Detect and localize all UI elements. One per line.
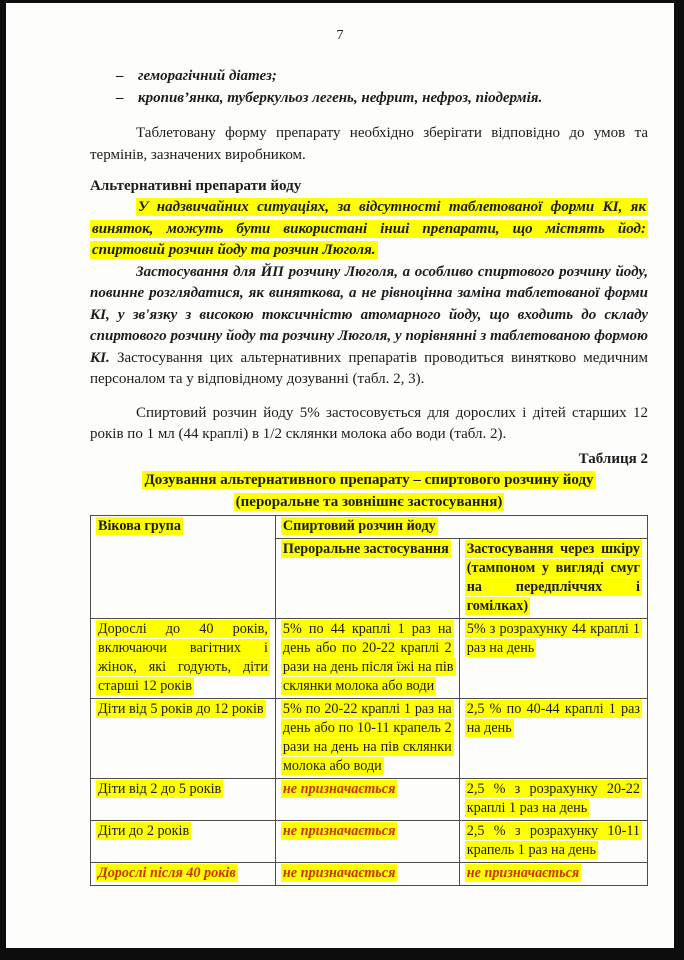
cell-age	[91, 778, 276, 820]
cell-skin-not-prescribed	[459, 862, 647, 885]
highlighted-text: Застосування через шкіру (тампоном у вигляді смуг на передпліччях і гомілках)	[466, 540, 640, 614]
dash-bullet: –	[116, 68, 124, 84]
highlighted-text: не призначається	[466, 864, 580, 881]
dash-bullet: –	[116, 90, 124, 106]
cell-oral	[275, 698, 459, 778]
cell-oral-not-prescribed	[275, 778, 459, 820]
header-cell-oral	[275, 538, 459, 618]
highlighted-text: Пероральне застосування	[282, 540, 449, 557]
table-row	[91, 618, 648, 698]
cell-oral	[275, 618, 459, 698]
list-item	[90, 65, 648, 87]
cell-skin	[459, 698, 647, 778]
table-header-row-1	[91, 515, 648, 538]
cell-oral-not-prescribed	[275, 862, 459, 885]
highlighted-text: 2,5 % з розрахунку 20-22 краплі 1 раз на день	[466, 780, 640, 816]
page-number: 7	[336, 28, 344, 43]
document-page	[6, 3, 674, 948]
cell-oral-not-prescribed	[275, 820, 459, 862]
paragraph-lugol	[90, 262, 648, 391]
header-cell-age-group	[91, 515, 276, 618]
cell-skin	[459, 820, 647, 862]
highlighted-text: 2,5 % з розрахунку 10-11 крапель 1 раз на день	[466, 822, 640, 858]
table-label: Таблиця 2	[578, 450, 648, 467]
emphasis-text: Застосування для ЙП розчину Люголя, а особливо спиртового розчину йоду, повинне розглядатися, як виняткова, а не рівноцінна заміна таблетованої форми КІ, у зв'язку з високою токсичністю атомарного йоду, що входить до складу спиртового розчину йоду та розчину Люголя, у порівнянні з таблетованою формою КІ.	[90, 263, 648, 366]
highlighted-text: не призначається	[282, 780, 396, 797]
contraindications-list	[90, 65, 648, 109]
cell-age	[91, 698, 276, 778]
table-row	[91, 778, 648, 820]
highlighted-text: не призначається	[282, 822, 396, 839]
highlighted-text: Вікова група	[98, 517, 181, 534]
table-row	[91, 820, 648, 862]
paragraph-highlighted-intro	[90, 197, 648, 262]
cell-age-adults-over-40	[91, 862, 276, 885]
cell-age	[91, 618, 276, 698]
highlighted-text: (пероральне та зовнішнє застосування)	[235, 493, 503, 510]
dosage-table	[90, 515, 648, 886]
highlighted-text: Діти від 5 років до 12 років	[98, 700, 264, 717]
highlighted-text: У надзвичайних ситуаціях, за відсутності таблетованої форми КІ, як виняток, можуть бути використані інші препарати, що містять йод: спиртовий розчин йоду та розчин Люголя.	[92, 199, 646, 258]
cell-skin	[459, 618, 647, 698]
list-item-text: кропив’янка, туберкульоз легень, нефрит, нефроз, піодермія.	[138, 90, 543, 106]
highlighted-text: 5% по 44 краплі 1 раз на день або по 20-22 краплі 2 рази на день після їжі на пів склянки молока або води	[282, 620, 454, 694]
highlighted-text: Діти від 2 до 5 років	[98, 780, 222, 797]
highlighted-text: Спиртовий розчин йоду	[282, 517, 436, 534]
header-cell-skin	[459, 538, 647, 618]
highlighted-text: Дорослі до 40 років, включаючи вагітних і жінок, які годують, діти старші 12 років	[98, 620, 268, 694]
highlighted-text: 2,5 % по 40-44 краплі 1 раз на день	[466, 700, 640, 736]
list-item-text: геморагічний діатез;	[138, 68, 277, 84]
cell-skin	[459, 778, 647, 820]
highlighted-text: Дорослі після 40 років	[98, 864, 236, 881]
cell-age	[91, 820, 276, 862]
table-title-line1	[90, 470, 648, 491]
section-heading: Альтернативні препарати йоду	[90, 178, 302, 194]
paragraph-alcohol-solution: Спиртовий розчин йоду 5% застосовується для дорослих і дітей старших 12 років по 1 мл (44 краплі) в 1/2 склянки молока або води (табл. 2).	[90, 404, 648, 442]
plain-text: Застосування цих альтернативних препаратів проводиться винятково медичним персоналом та у відповідному дозуванні (табл. 2, 3).	[90, 349, 649, 387]
table-row	[91, 862, 648, 885]
header-cell-solution	[275, 515, 647, 538]
highlighted-text: 5% з розрахунку 44 краплі 1 раз на день	[466, 620, 640, 656]
paragraph-storage: Таблетовану форму препарату необхідно зберігати відповідно до умов та термінів, зазначених виробником.	[90, 125, 648, 163]
highlighted-text: не призначається	[282, 864, 396, 881]
highlighted-text: Діти до 2 років	[98, 822, 190, 839]
highlighted-text: 5% по 20-22 краплі 1 раз на день або по 10-11 крапель 2 рази на день на пів склянки молока або води	[282, 700, 452, 774]
highlighted-text: Дозування альтернативного препарату – спиртового розчину йоду	[144, 471, 594, 488]
table-title-line2	[90, 492, 648, 513]
table-row	[91, 698, 648, 778]
list-item	[90, 87, 648, 109]
